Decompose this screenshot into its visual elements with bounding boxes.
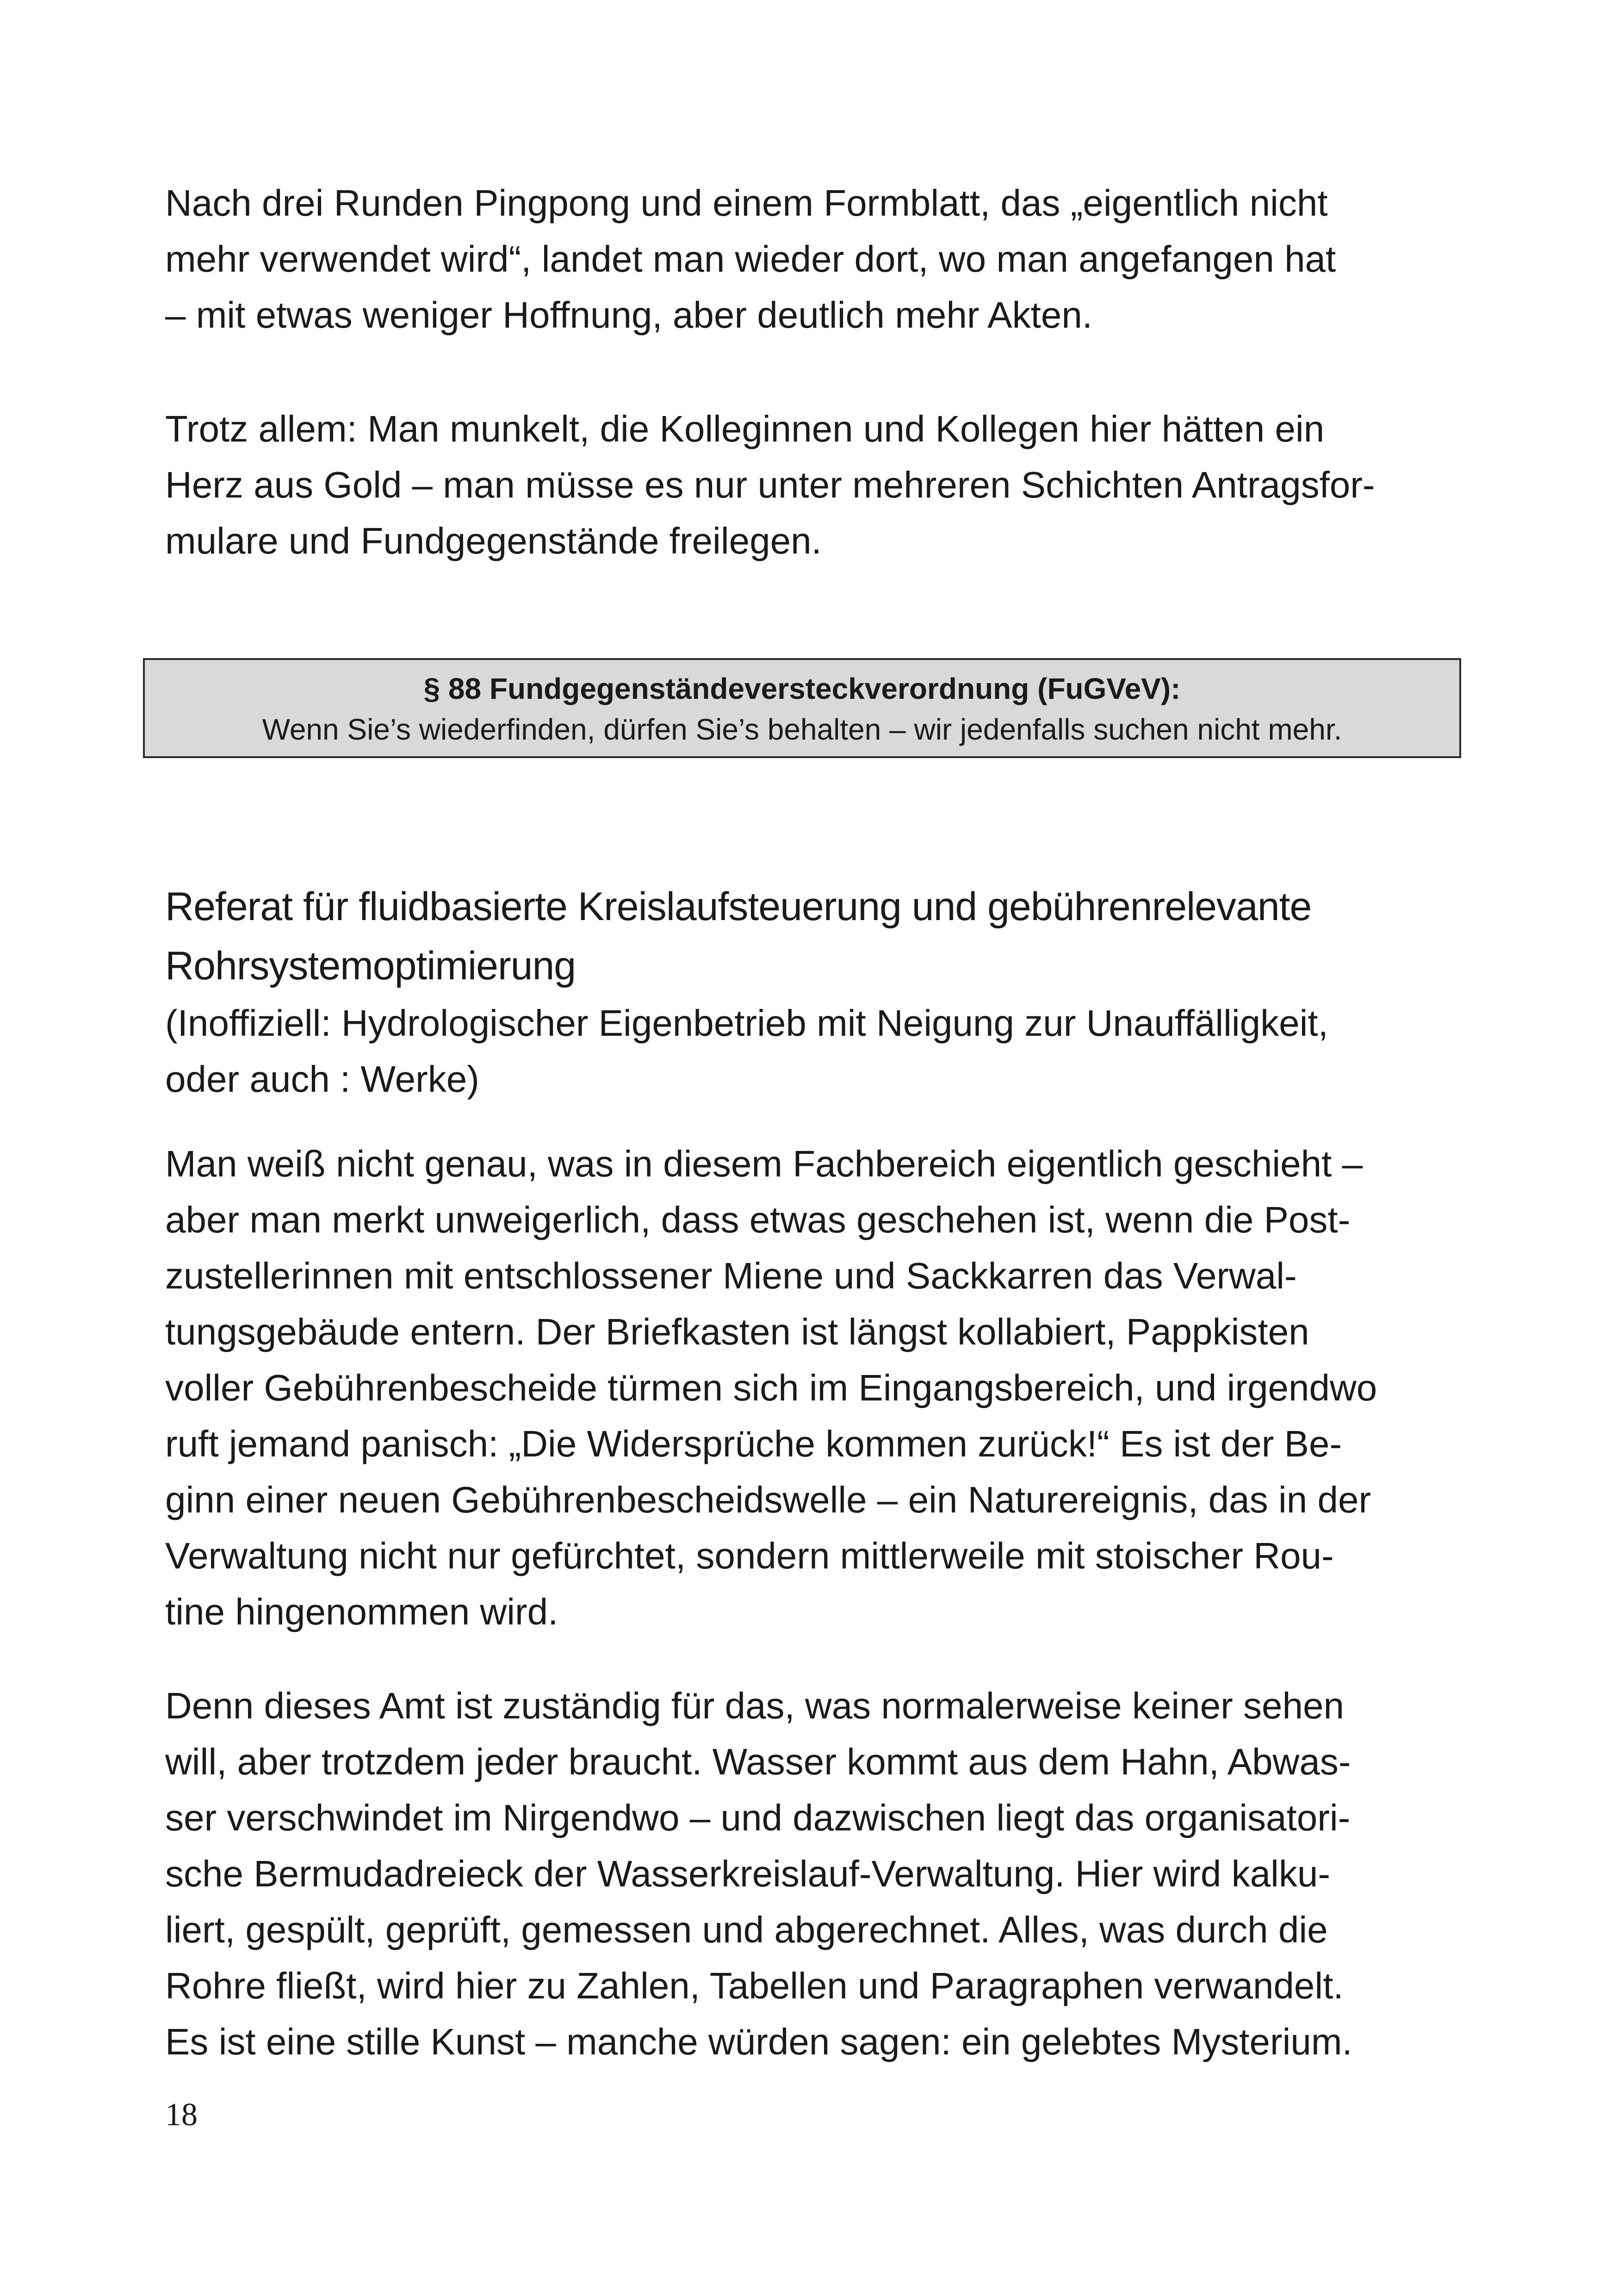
text-line: Herz aus Gold – man müsse es nur unter mehreren Schichten Antragsfor- — [165, 464, 1375, 505]
text-line: Rohre fließt, wird hier zu Zahlen, Tabellen und Paragraphen verwandelt. — [165, 1965, 1344, 2006]
text-line: tine hingenommen wird. — [165, 1591, 558, 1632]
text-line: Denn dieses Amt ist zuständig für das, was normalerweise keiner sehen — [165, 1685, 1344, 1726]
text-line: Es ist eine stille Kunst – manche würden sagen: ein gelebtes Mysterium. — [165, 2021, 1352, 2062]
text-line: mehr verwendet wird“, landet man wieder dort, wo man angefangen hat — [165, 238, 1336, 280]
page-number: 18 — [165, 2097, 198, 2133]
subtitle-line: (Inoffiziell: Hydrologischer Eigenbetrieb mit Neigung zur Unauffälligkeit, — [165, 1002, 1328, 1044]
text-line: Man weiß nicht genau, was in diesem Fachbereich eigentlich geschieht – — [165, 1143, 1363, 1184]
paragraph-wasserkreislauf — [165, 1678, 1451, 2070]
text-line: sche Bermudadreieck der Wasserkreislauf-Verwaltung. Hier wird kalku- — [165, 1853, 1330, 1894]
text-line: ser verschwindet im Nirgendwo – und dazwischen liegt das organisatori- — [165, 1797, 1351, 1838]
text-line: tungsgebäude entern. Der Briefkasten ist längst kollabiert, Pappkisten — [165, 1311, 1309, 1352]
section-heading — [165, 877, 1451, 996]
text-line: – mit etwas weniger Hoffnung, aber deutlich mehr Akten. — [165, 294, 1093, 336]
heading-line: Referat für fluidbasierte Kreislaufsteuerung und gebührenrelevante — [165, 884, 1312, 929]
section-subtitle — [165, 995, 1451, 1107]
text-line: Trotz allem: Man munkelt, die Kolleginnen und Kollegen hier hätten ein — [165, 408, 1325, 449]
notice-box — [143, 658, 1461, 758]
text-line: voller Gebührenbescheide türmen sich im Eingangsbereich, und irgendwo — [165, 1367, 1377, 1408]
text-line: ginn einer neuen Gebührenbescheidswelle – ein Naturereignis, das in der — [165, 1479, 1371, 1520]
paragraph-gebuehrenbescheidswelle — [165, 1136, 1451, 1640]
text-line: liert, gespült, geprüft, gemessen und abgerechnet. Alles, was durch die — [165, 1909, 1328, 1950]
text-line: ruft jemand panisch: „Die Widersprüche kommen zurück!“ Es ist der Be- — [165, 1423, 1342, 1464]
subtitle-line: oder auch : Werke) — [165, 1058, 479, 1100]
text-line: Nach drei Runden Pingpong und einem Formblatt, das „eigentlich nicht — [165, 182, 1328, 224]
notice-text: Wenn Sie’s wiederfinden, dürfen Sie’s behalten – wir jedenfalls suchen nicht mehr. — [262, 713, 1342, 746]
heading-line: Rohrsystemoptimierung — [165, 944, 576, 988]
text-line: will, aber trotzdem jeder braucht. Wasser kommt aus dem Hahn, Abwas- — [165, 1741, 1351, 1782]
notice-title: § 88 Fundgegenständeversteckverordnung (FuGVeV): — [423, 672, 1181, 705]
text-line: mulare und Fundgegenstände freilegen. — [165, 520, 822, 561]
text-line: aber man merkt unweigerlich, dass etwas geschehen ist, wenn die Post- — [165, 1199, 1351, 1240]
text-line: Verwaltung nicht nur gefürchtet, sondern mittlerweile mit stoischer Rou- — [165, 1535, 1334, 1576]
paragraph-herz-aus-gold — [165, 401, 1451, 569]
paragraph-formblatt — [165, 175, 1451, 343]
text-line: zustellerinnen mit entschlossener Miene und Sackkarren das Verwal- — [165, 1255, 1297, 1296]
